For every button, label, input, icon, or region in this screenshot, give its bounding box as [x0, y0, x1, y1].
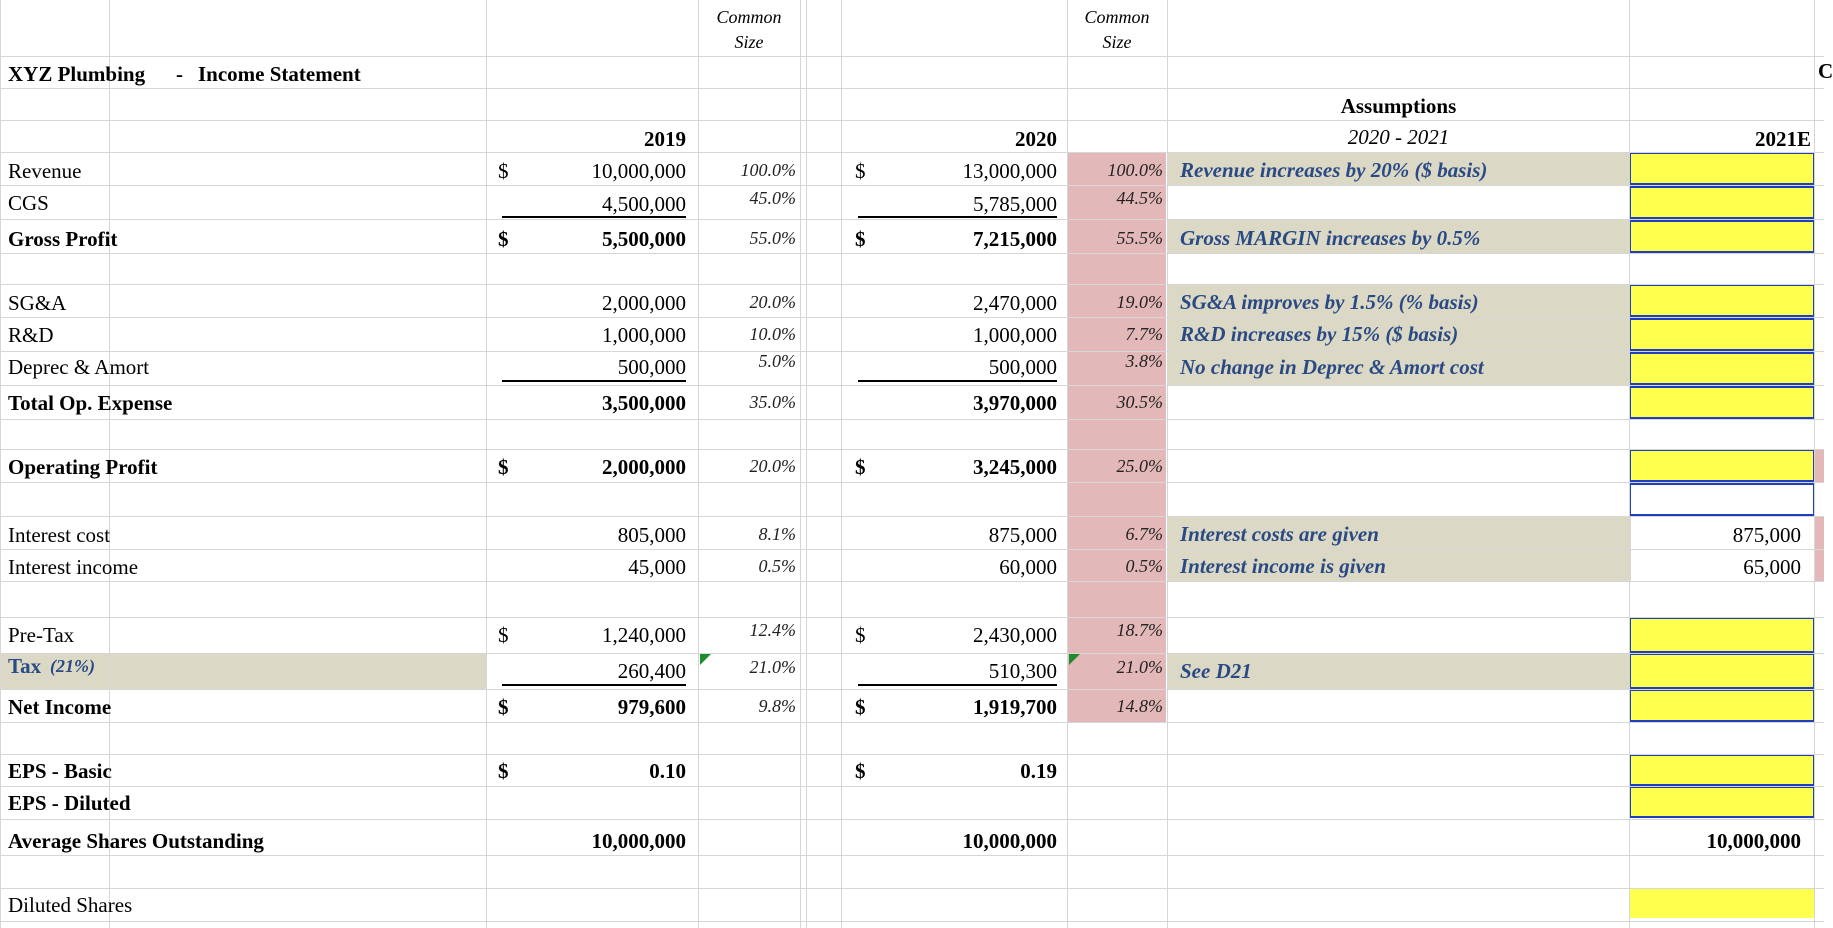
currency-2019: $ [498, 455, 509, 479]
cutoff-column-char: C [1818, 59, 1833, 83]
input-cell-gross-2021[interactable] [1629, 220, 1815, 253]
input-cell-totalop-2021[interactable] [1629, 386, 1815, 419]
value-tax-2019: 260,400 [617, 659, 686, 683]
assumption-revenue: Revenue increases by 20% ($ basis) [1180, 158, 1488, 182]
assumption-interest-income: Interest income is given [1180, 554, 1386, 578]
pct-netincome-2020: 14.8% [1116, 696, 1163, 716]
assumption-rd: R&D increases by 15% ($ basis) [1180, 322, 1459, 346]
input-cell-revenue-2021[interactable] [1629, 152, 1815, 185]
input-cell-cgs-2021[interactable] [1629, 186, 1815, 219]
label-operating-profit: Operating Profit [8, 455, 158, 479]
pct-revenue-2020: 100.0% [1107, 160, 1163, 180]
grid-col [0, 0, 1, 928]
label-deprec: Deprec & Amort [8, 355, 150, 379]
grid-row [0, 120, 1824, 121]
grid-row [0, 549, 1824, 550]
sheet-title-main: XYZ Plumbing [8, 62, 146, 86]
pct-deprec-2019: 5.0% [758, 351, 796, 371]
grid-row [0, 581, 1824, 582]
selected-empty-cell[interactable] [1629, 483, 1815, 516]
value-cgs-2019: 4,500,000 [602, 192, 686, 216]
grid-row [0, 819, 1824, 820]
grid-row [0, 152, 1824, 153]
currency-2019: $ [498, 227, 509, 251]
common-size-header-2020-bottom: Size [1102, 32, 1132, 52]
pct-totalop-2019: 35.0% [749, 392, 796, 412]
pct-pretax-2020: 18.7% [1116, 620, 1163, 640]
value-intcost-2021: 875,000 [1732, 523, 1801, 547]
label-diluted-shares: Diluted Shares [8, 893, 133, 917]
input-cell-deprec-2021[interactable] [1629, 352, 1815, 385]
label-cgs: CGS [8, 191, 49, 215]
input-cell-epsdiluted-2021[interactable] [1629, 786, 1815, 818]
year-2021e-header: 2021E [1754, 127, 1811, 151]
value-intincome-2021: 65,000 [1743, 555, 1801, 579]
grid-row [0, 317, 1824, 318]
common-size-header-2019-top: Common [716, 7, 782, 27]
value-intcost-2019: 805,000 [617, 523, 686, 547]
pct-intincome-2019: 0.5% [758, 556, 796, 576]
label-tax-rate: (21%) [50, 656, 95, 676]
pct-totalop-2020: 30.5% [1116, 392, 1163, 412]
pct-deprec-2020: 3.8% [1125, 351, 1163, 371]
value-deprec-2019: 500,000 [617, 355, 686, 379]
input-cell-pretax-2021[interactable] [1629, 617, 1815, 653]
label-total-op-expense: Total Op. Expense [8, 391, 173, 415]
edge-fill-b [1814, 449, 1824, 482]
input-cell-tax-2021[interactable] [1629, 653, 1815, 689]
value-revenue-2020: 13,000,000 [962, 159, 1057, 183]
value-cgs-2020: 5,785,000 [973, 192, 1057, 216]
pct-intcost-2019: 8.1% [758, 524, 796, 544]
label-gross-profit: Gross Profit [8, 227, 118, 251]
currency-2019: $ [498, 623, 509, 647]
currency-2019: $ [498, 759, 509, 783]
year-2019-header: 2019 [644, 127, 686, 151]
label-eps-diluted: EPS - Diluted [8, 791, 131, 815]
value-deprec-2020: 500,000 [988, 355, 1057, 379]
pct-cgs-2020: 44.5% [1116, 188, 1163, 208]
input-cell-rd-2021[interactable] [1629, 318, 1815, 351]
currency-2020: $ [855, 695, 866, 719]
year-2020-header: 2020 [1015, 127, 1057, 151]
grid-row [0, 449, 1824, 450]
label-interest-cost: Interest cost [8, 523, 111, 547]
value-intincome-2019: 45,000 [628, 555, 686, 579]
input-cell-epsbasic-2021[interactable] [1629, 754, 1815, 786]
sheet-title-sub: Income Statement [198, 62, 361, 86]
currency-2019: $ [498, 695, 509, 719]
label-revenue: Revenue [8, 159, 82, 183]
grid-row [0, 888, 1824, 889]
value-gross-2020: 7,215,000 [973, 227, 1057, 251]
pct-rd-2020: 7.7% [1125, 324, 1163, 344]
grid-row [0, 617, 1824, 618]
value-rd-2020: 1,000,000 [973, 323, 1057, 347]
assumption-deprec: No change in Deprec & Amort cost [1180, 355, 1484, 379]
underline-cgs-2020 [858, 216, 1057, 218]
input-cell-sga-2021[interactable] [1629, 284, 1815, 317]
grid-row [0, 786, 1824, 787]
pct-intcost-2020: 6.7% [1125, 524, 1163, 544]
value-avgshares-2019: 10,000,000 [591, 829, 686, 853]
grid-row [0, 419, 1824, 420]
grid-row [0, 482, 1824, 483]
value-tax-2020: 510,300 [988, 659, 1057, 683]
grid-row [0, 855, 1824, 856]
grid-row [0, 722, 1824, 723]
value-sga-2020: 2,470,000 [973, 291, 1057, 315]
pct-sga-2019: 20.0% [749, 292, 796, 312]
pct-rd-2019: 10.0% [749, 324, 796, 344]
underline-tax-2020 [858, 684, 1057, 686]
value-pretax-2020: 2,430,000 [973, 623, 1057, 647]
sheet-title-separator: - [176, 62, 183, 86]
pct-revenue-2019: 100.0% [740, 160, 796, 180]
pct-gross-2020: 55.5% [1116, 228, 1163, 248]
label-interest-income: Interest income [8, 555, 139, 579]
assumptions-range: 2020 - 2021 [1347, 125, 1450, 149]
value-epsbasic-2019: 0.10 [649, 759, 686, 783]
underline-deprec-2020 [858, 380, 1057, 382]
assumption-gross: Gross MARGIN increases by 0.5% [1180, 226, 1481, 250]
label-eps-basic: EPS - Basic [8, 759, 112, 783]
grid-col [1814, 0, 1815, 928]
assumption-tax: See D21 [1180, 659, 1252, 683]
currency-2020: $ [855, 623, 866, 647]
pct-tax-2020: 21.0% [1116, 657, 1163, 677]
grid-row [0, 219, 1824, 220]
value-totalop-2020: 3,970,000 [973, 391, 1057, 415]
assumption-interest-cost: Interest costs are given [1180, 522, 1379, 546]
input-cell-netincome-2021[interactable] [1629, 689, 1815, 722]
grid-row [0, 754, 1824, 755]
value-avgshares-2020: 10,000,000 [962, 829, 1057, 853]
value-opprofit-2019: 2,000,000 [602, 455, 686, 479]
input-cell-diluted-2021[interactable] [1629, 888, 1815, 918]
currency-2019: $ [498, 159, 509, 183]
underline-tax-2019 [502, 684, 686, 686]
value-totalop-2019: 3,500,000 [602, 391, 686, 415]
currency-2020: $ [855, 455, 866, 479]
grid-row [0, 88, 1824, 89]
common-size-header-2020-top: Common [1084, 7, 1150, 27]
input-cell-opprofit-2021[interactable] [1629, 449, 1815, 482]
currency-2020: $ [855, 759, 866, 783]
grid-row [0, 185, 1824, 186]
grid-row [0, 351, 1824, 352]
pct-sga-2020: 19.0% [1116, 292, 1163, 312]
label-net-income: Net Income [8, 695, 112, 719]
pct-gross-2019: 55.0% [749, 228, 796, 248]
pct-opprofit-2020: 25.0% [1116, 456, 1163, 476]
assumptions-title: Assumptions [1340, 94, 1457, 118]
common-size-header-2019-bottom: Size [734, 32, 764, 52]
currency-2020: $ [855, 227, 866, 251]
value-revenue-2019: 10,000,000 [591, 159, 686, 183]
grid-row [0, 284, 1824, 285]
grid-col [806, 0, 807, 928]
value-epsbasic-2020: 0.19 [1020, 759, 1057, 783]
value-intcost-2020: 875,000 [988, 523, 1057, 547]
assumption-sga: SG&A improves by 1.5% (% basis) [1180, 290, 1479, 314]
grid-row [0, 653, 1824, 654]
label-pre-tax: Pre-Tax [8, 623, 75, 647]
underline-cgs-2019 [502, 216, 686, 218]
pct-pretax-2019: 12.4% [749, 620, 796, 640]
label-rd: R&D [8, 323, 54, 347]
grid-row [0, 921, 1824, 922]
pct-tax-2019: 21.0% [749, 657, 796, 677]
grid-row [0, 56, 1824, 57]
label-tax: Tax [8, 654, 42, 678]
value-netincome-2020: 1,919,700 [973, 695, 1057, 719]
grid-row [0, 689, 1824, 690]
value-pretax-2019: 1,240,000 [602, 623, 686, 647]
underline-deprec-2019 [502, 380, 686, 382]
value-netincome-2019: 979,600 [617, 695, 686, 719]
value-sga-2019: 2,000,000 [602, 291, 686, 315]
value-rd-2019: 1,000,000 [602, 323, 686, 347]
pct-cgs-2019: 45.0% [749, 188, 796, 208]
grid-row [0, 253, 1824, 254]
value-gross-2019: 5,500,000 [602, 227, 686, 251]
grid-col [800, 0, 801, 928]
value-intincome-2020: 60,000 [999, 555, 1057, 579]
currency-2020: $ [855, 159, 866, 183]
label-avg-shares: Average Shares Outstanding [8, 829, 264, 853]
value-avgshares-2021: 10,000,000 [1706, 829, 1801, 853]
grid-row [0, 385, 1824, 386]
value-opprofit-2020: 3,245,000 [973, 455, 1057, 479]
label-sga: SG&A [8, 291, 67, 315]
pct-opprofit-2019: 20.0% [749, 456, 796, 476]
pct-intincome-2020: 0.5% [1125, 556, 1163, 576]
grid-row [0, 516, 1824, 517]
pct-netincome-2019: 9.8% [758, 696, 796, 716]
